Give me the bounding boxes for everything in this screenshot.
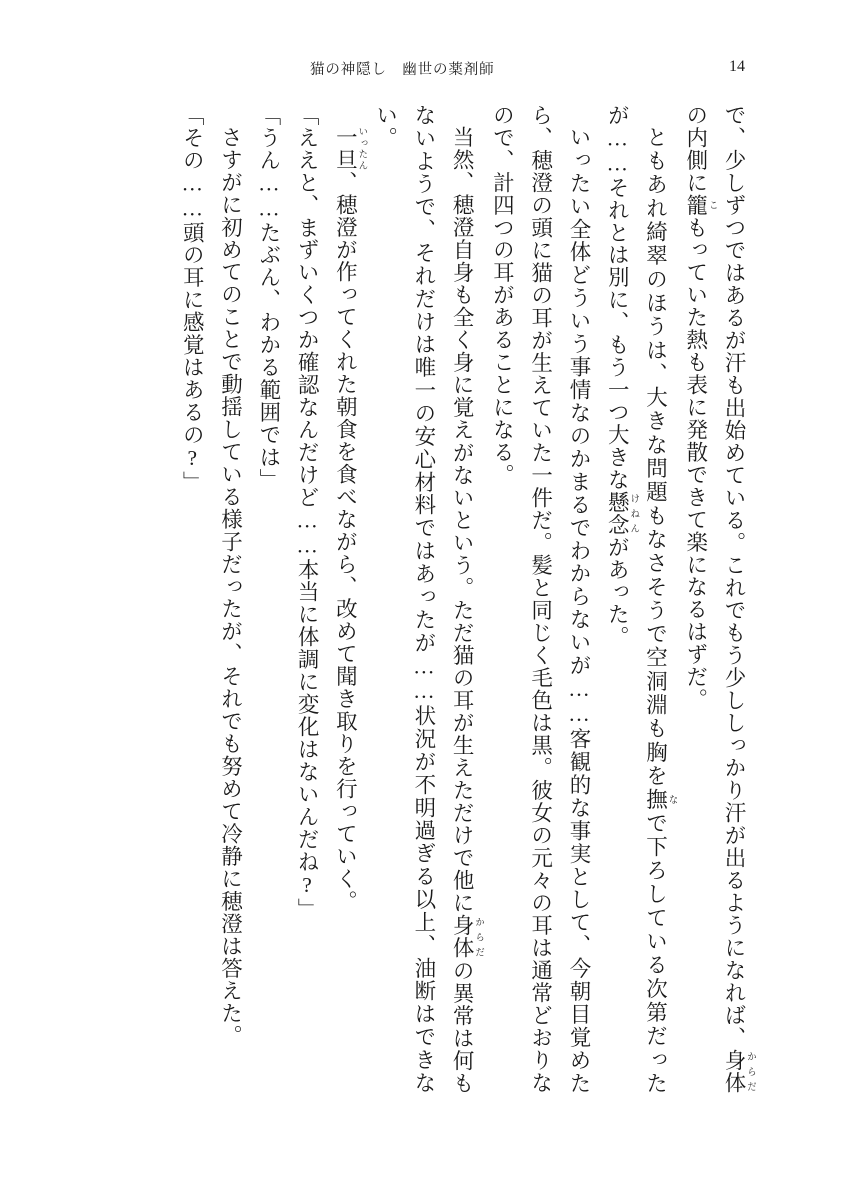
paragraph: で、少しずつではあるが汗も出始めている。これでもう少ししっかり汗が出るようになれば、身体 からだの内側に籠 こもっていた熱も表に発散できて楽になるはずだ。: [683, 104, 755, 1094]
paragraph: いったい全体どういう事情なのかまるでわからないが……客観的な事実として、今朝目覚めたら、穂澄の頭に猫の耳が生えていた一件だ。髪と同じく毛色は黒。彼女の元々の耳は通常どおりなので、計四つの耳があることになる。: [490, 104, 591, 1094]
ruby-text: からだ: [473, 913, 484, 959]
ruby-text: からだ: [745, 1049, 755, 1094]
ruby-annotation: 一旦 いったん: [333, 125, 367, 171]
ruby-text: こ: [706, 193, 717, 217]
paragraph: 「ええと、まずいくつか確認なんだけど……本当に体調に変化はないんだね?」: [295, 104, 320, 921]
paragraph: 当然、穂澄自身も全く身に覚えがないという。ただ猫の耳が生えただけで他に身体 からだの異常は何もないようで、それだけは唯一の安心材料ではあったが……状況が不明過ぎる以上、油断はできない。: [373, 104, 484, 1094]
ruby-text: いったん: [356, 125, 367, 171]
ruby-annotation: 撫 な: [643, 787, 677, 812]
running-header: [0, 58, 841, 82]
ruby-text: な: [666, 787, 677, 811]
page-body-text: [115, 104, 755, 1094]
ruby-annotation: 身体 からだ: [450, 913, 484, 959]
page-number: 14: [729, 58, 745, 75]
paragraph: 「その……頭の耳に感覚はあるの?」: [180, 104, 205, 494]
paragraph: 一旦 いったん、穂澄が作ってくれた朝食を食べながら、改めて聞き取りを行っていく。: [333, 125, 367, 912]
ruby-annotation: 籠 こ: [683, 193, 717, 217]
paragraph: 「うん……たぶん、わかる範囲では」: [256, 104, 281, 491]
ruby-text: けねん: [628, 490, 639, 536]
paragraph: さすがに初めてのことで動揺している様子だったが、それでも努めて冷静に穂澄は答えた。: [218, 125, 243, 1047]
ruby-annotation: 懸念 けねん: [605, 490, 639, 536]
ruby-annotation: 身体 からだ: [722, 1049, 755, 1094]
header-title: 猫の神隠し 幽世の薬剤師: [310, 62, 495, 78]
paragraph: ともあれ綺翠のほうは、大きな問題もなさそうで空洞淵も胸を撫 なで下ろしている次第だったが……それとは別に、もう一つ大きな懸念 けねんがあった。: [605, 104, 677, 1094]
